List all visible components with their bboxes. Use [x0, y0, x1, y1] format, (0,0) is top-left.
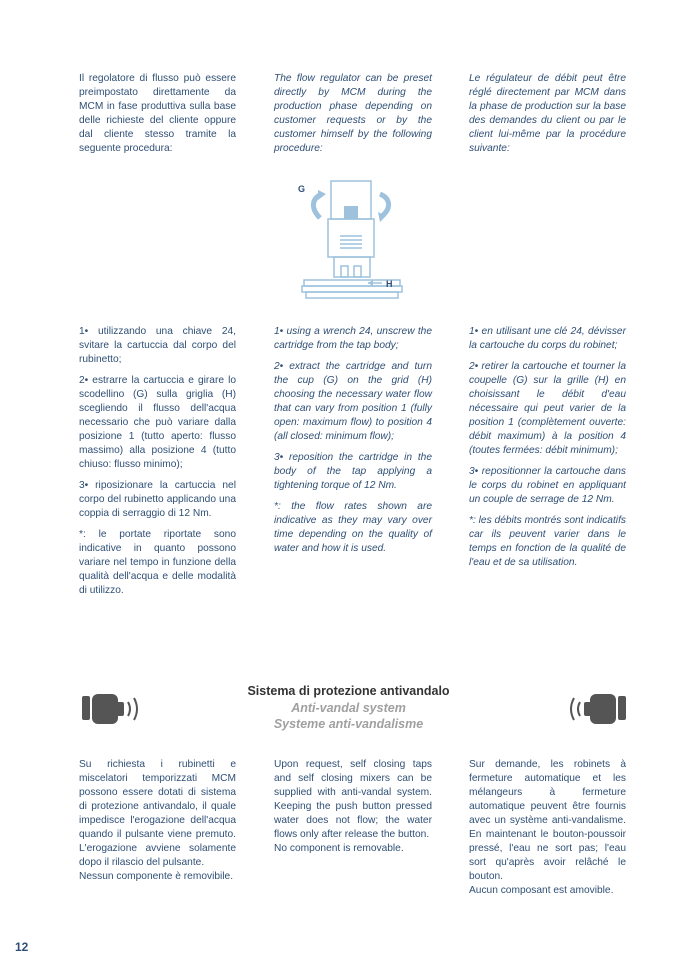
cartridge-notch: [344, 206, 358, 219]
antivandal-title-en: Anti-vandal system: [291, 701, 406, 715]
antivandal-en-body: Upon request, self closing taps and self closing mixers can be supplied with anti-vandal system. Keeping the push button pressed water does not flow; the water flows only after release the button.: [274, 759, 432, 840]
antivandal-en: [274, 758, 432, 863]
steps-it: [79, 325, 236, 605]
intro-it: [79, 72, 236, 163]
label-h: H: [386, 279, 393, 289]
steps-fr: [469, 325, 626, 577]
antivandal-title-fr: Systeme anti-vandalisme: [273, 717, 424, 731]
cartridge-diagram: [296, 176, 408, 306]
step-fr-2: 2• retirer la cartouche et tourner la coupelle (G) sur la grille (H) en choisissant le débit d'eau nécessaire qui peut varier de la position 1 (complètement ouverte: débit maximum) à la position 4 (toutes fermées: débit minimum);: [469, 361, 626, 456]
antivandal-it-body: Su richiesta i rubinetti e miscelatori temporizzati MCM possono essere dotati di sistema di protezione antivandalo, il quale impedisce l'erogazione dell'acqua quando il pulsante viene premuto. L'erogazione avviene solamente dopo il rilascio del pulsante.: [79, 759, 236, 868]
intro-fr: [469, 72, 626, 163]
cartridge-body: [334, 257, 370, 277]
antivandal-title-it: Sistema di protezione antivandalo: [247, 684, 450, 698]
step-fr-1: 1• en utilisant une clé 24, dévisser la cartouche du corps du robinet;: [469, 326, 626, 351]
steps-en: [274, 325, 432, 563]
antivandal-it-note: Nessun componente è removibile.: [79, 871, 234, 882]
step-en-2: 2• extract the cartridge and turn the cup (G) on the grid (H) choosing the necessary water flow that can vary from position 1 (fully open: maximum flow) to position 4 (all closed: minimum flow);: [274, 361, 432, 442]
note-it: *: le portate riportate sono indicative in quanto possono variare nel tempo in funzione della qualità dell'acqua e delle modalità di utilizzo.: [79, 529, 236, 596]
antivandal-fr: [469, 758, 626, 905]
rotate-right-arrow: [380, 194, 389, 216]
antivandal-en-note: No component is removable.: [274, 843, 404, 854]
step-it-2: 2• estrarre la cartuccia e girare lo scodellino (G) sulla griglia (H) scegliendo il flusso dell'acqua necessario che può variare dalla posizione 1 (tutto aperto: flusso massimo) alla posizione 4 (tutto chiuso: flusso minimo);: [79, 375, 236, 470]
push-button-right-icon: [566, 688, 628, 732]
step-fr-3: 3• repositionner la cartouche dans le corps du robinet en appliquant un couple de serrage de 12 Nm.: [469, 466, 626, 505]
antivandal-fr-note: Aucun composant est amovible.: [469, 885, 614, 896]
note-fr: *: les débits montrés sont indicatifs car ils peuvent varier dans le temps en fonction de la qualité de l'eau et de sa utilisation.: [469, 515, 626, 568]
intro-en-text: The flow regulator can be preset directly by MCM during the production phase depending on customer requests or by the customer himself by the following procedure:: [274, 73, 432, 154]
intro-en: [274, 72, 432, 163]
intro-fr-text: Le régulateur de débit peut être réglé directement par MCM dans la phase de production sur la base des demandes du client ou par le client lui-même par la procédure suivante:: [469, 73, 626, 154]
note-en: *: the flow rates shown are indicative as they may vary over time depending on the quality of water and how it is used.: [274, 501, 432, 554]
antivandal-fr-body: Sur demande, les robinets à fermeture automatique et les mélangeurs à fermeture automatique peuvent être fournis avec un système anti-vandalisme. En maintenant le bouton-poussoir pressé, l'eau ne sort pas; l'eau sort qu'après avoir relâché le bouton.: [469, 759, 626, 882]
step-en-1: 1• using a wrench 24, unscrew the cartridge from the tap body;: [274, 326, 432, 351]
step-it-3: 3• riposizionare la cartuccia nel corpo del rubinetto applicando una coppia di serraggio di 12 Nm.: [79, 480, 236, 519]
page-number: 12: [15, 940, 29, 954]
label-g: G: [298, 184, 306, 194]
cartridge-cup: [328, 219, 374, 257]
step-it-1: 1• utilizzando una chiave 24, svitare la cartuccia dal corpo del rubinetto;: [79, 326, 236, 365]
antivandal-it: [79, 758, 236, 891]
intro-it-text: Il regolatore di flusso può essere preimpostato direttamente da MCM in fase produttiva sulla base delle richieste del cliente oppure dal cliente stesso tramite la seguente procedura:: [79, 73, 236, 154]
push-button-left-icon: [80, 688, 142, 732]
step-en-3: 3• reposition the cartridge in the body of the tap applying a tightening torque of 12 Nm.: [274, 452, 432, 491]
